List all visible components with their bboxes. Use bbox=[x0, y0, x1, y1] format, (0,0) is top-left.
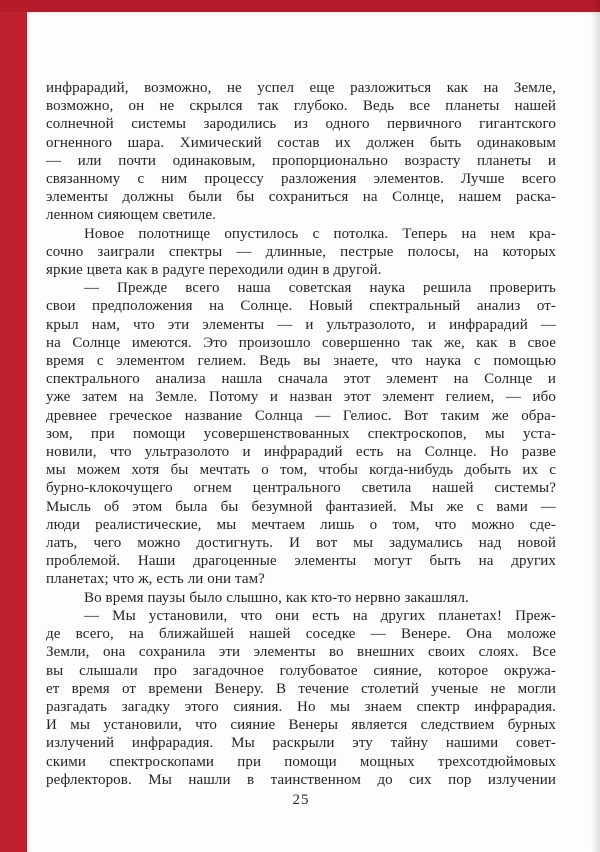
text-line: бурно-клокочущего огнем центрального светила нашей системы? bbox=[46, 480, 556, 497]
text-line: И мы установили, что сияние Венеры является следствием бурных bbox=[46, 717, 556, 734]
text-line: сочно заиграли спектры — длинные, пестрые полосы, на которых bbox=[46, 243, 556, 260]
text-line: — Прежде всего наша советская наука решила проверить bbox=[84, 280, 556, 297]
text-line: крыл нам, что эти элементы — и ультразолото, и инфрарадий — bbox=[46, 316, 556, 333]
text-line: Новое полотнище опустилось с потолка. Теперь на нем кра- bbox=[84, 225, 556, 242]
text-line: свои предположения на Солнце. Новый спектральный анализ от- bbox=[46, 298, 556, 315]
text-line: время с элементом гелием. Ведь вы знаете, что наука с помощью bbox=[46, 353, 556, 370]
text-line: возможно, он не скрылся так глубоко. Ведь все планеты нашей bbox=[46, 98, 556, 115]
text-line: уже затем на Земле. Потому и назван этот элемент гелием, — ибо bbox=[46, 389, 556, 406]
text-line: де всего, на ближайшей нашей соседке — Венере. Она моложе bbox=[46, 626, 556, 643]
text-line: ленном сияющем светиле. bbox=[46, 207, 216, 224]
text-line: излучений инфрарадия. Мы раскрыли эту тайну нашими совет- bbox=[46, 735, 556, 752]
text-line: лать, чего можно достигнуть. И вот мы задумались над новой bbox=[46, 535, 556, 552]
text-line: новили, что ультразолото и инфрарадий есть на Солнце. Но разве bbox=[46, 444, 556, 461]
text-line: на Солнце имеются. Это произошло совершенно так же, как в свое bbox=[46, 334, 556, 351]
text-line: элементы должны были бы сохраниться на Солнце, нашем раска- bbox=[46, 189, 556, 206]
text-line: зом, при помощи усовершенствованных спектроскопов, мы уста- bbox=[46, 425, 556, 442]
text-line: вы слышали про загадочное голубоватое сияние, которое окружа- bbox=[46, 662, 556, 679]
text-line: спектрального анализа нашла сначала этот элемент на Солнце и bbox=[46, 371, 556, 388]
text-line: солнечной системы зародились из одного первичного гигантского bbox=[46, 116, 556, 133]
book-cover-top-edge bbox=[0, 0, 600, 12]
text-line: инфрарадий, возможно, не успел еще разложиться как на Земле, bbox=[46, 80, 556, 96]
text-line: разгадать загадку этого сияния. Но мы знаем спектр инфрарадия. bbox=[46, 698, 556, 715]
text-line: планетах; что ж, есть ли они там? bbox=[46, 571, 265, 588]
text-line: — Мы установили, что они есть на других планетах! Преж- bbox=[84, 607, 556, 624]
page-number: 25 bbox=[292, 792, 310, 808]
page-text bbox=[46, 79, 556, 789]
text-line: ет время от времени Венеру. В течение столетий ученые не могли bbox=[46, 680, 556, 697]
text-line: древнее греческое название Солнца — Гелиос. Вот таким же обра- bbox=[46, 407, 556, 424]
text-line: люди реалистические, мы мечтаем лишь о том, что можно сде- bbox=[46, 516, 556, 533]
text-line: проблемой. Наши драгоценные элементы могут быть на других bbox=[46, 553, 556, 570]
text-line: мы можем хотя бы мечтать о том, чтобы когда-нибудь добыть их с bbox=[46, 462, 556, 479]
text-line: связанному с ним процессу разложения элементов. Лучше всего bbox=[46, 171, 556, 188]
text-line: яркие цвета как в радуге переходили один в другой. bbox=[46, 262, 382, 279]
text-line: скими спектроскопами при помощи мощных трехсотдюймовых bbox=[46, 753, 556, 770]
text-line: Во время паузы было слышно, как кто-то нервно закашлял. bbox=[84, 589, 469, 606]
text-line: огненного шара. Химический состав их должен быть одинаковым bbox=[46, 134, 556, 151]
book-cover-left-edge bbox=[0, 0, 27, 852]
text-line: Земли, она сохранила эти элементы во внешних своих слоях. Все bbox=[46, 644, 556, 661]
text-line: Мысль об этом была бы безумной фантазией. Мы же с вами — bbox=[46, 498, 556, 515]
text-line: — или почти одинаковым, пропорционально возрасту планеты и bbox=[46, 152, 556, 169]
text-line: рефлекторов. Мы нашли в таинственном до сих пор излучении bbox=[46, 771, 556, 788]
